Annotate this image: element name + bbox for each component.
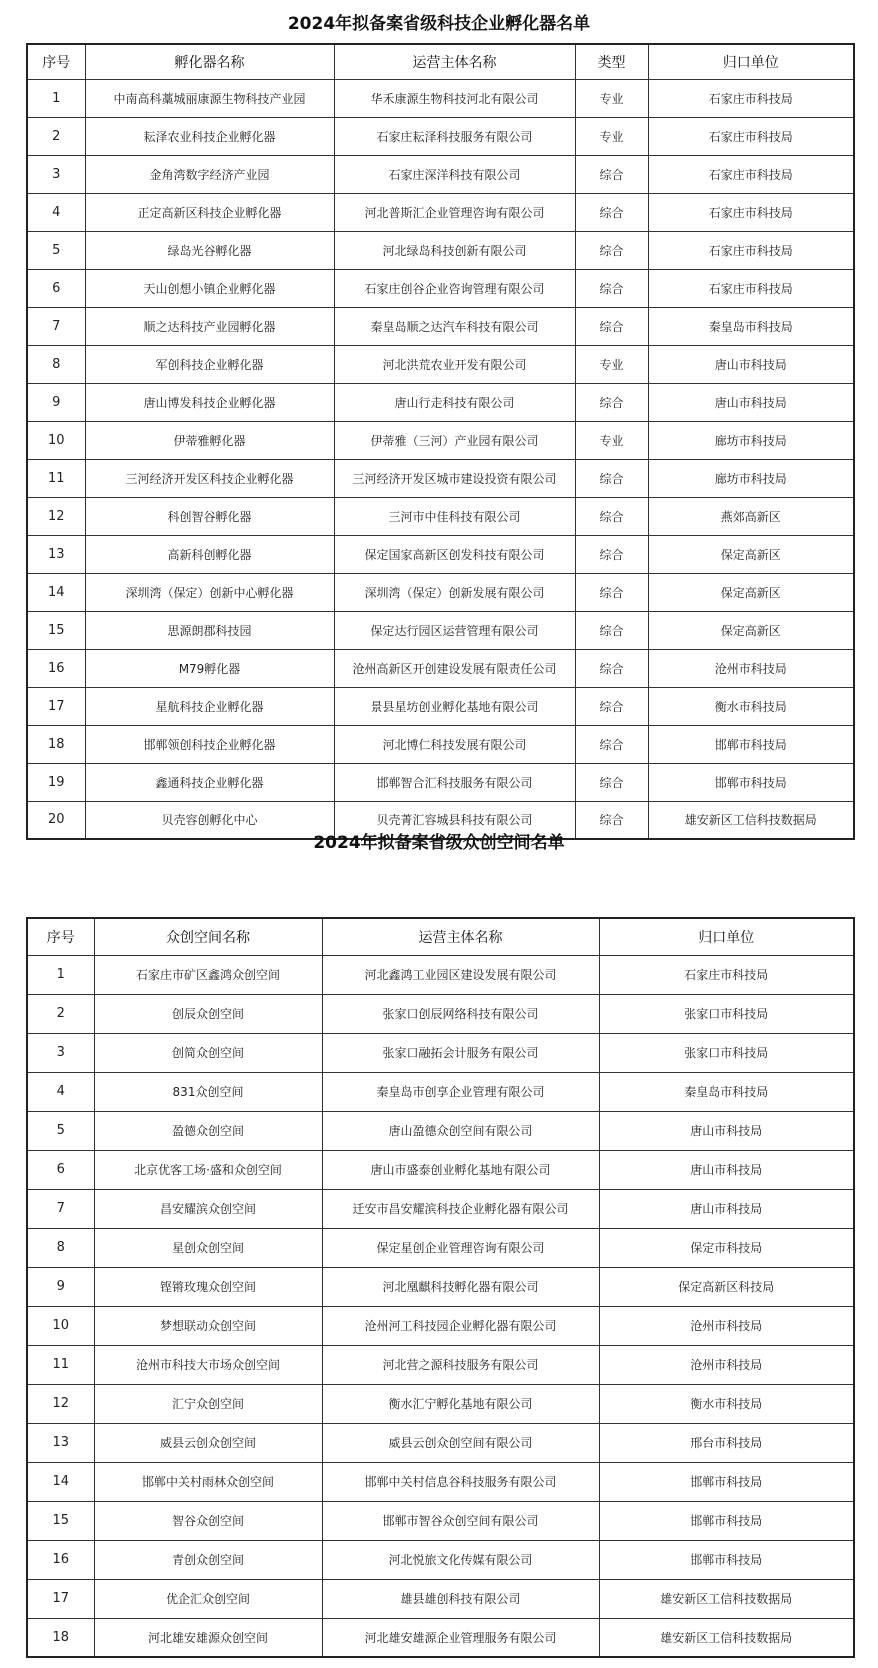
type-cell: 综合 [575, 611, 648, 649]
incubator-header-row [27, 44, 854, 79]
incubator-name-cell: 高新科创孵化器 [85, 535, 334, 573]
incubator-name-cell: 唐山博发科技企业孵化器 [85, 383, 334, 421]
incubator-name-cell: 三河经济开发区科技企业孵化器 [85, 459, 334, 497]
operator-name-cell: 石家庄耘泽科技服务有限公司 [334, 117, 575, 155]
incubator-list-title: 2024年拟备案省级科技企业孵化器名单 [287, 14, 591, 34]
index-cell: 11 [27, 1345, 94, 1384]
operator-name-cell: 三河经济开发区城市建设投资有限公司 [334, 459, 575, 497]
supervising-unit-cell: 沧州市科技局 [599, 1345, 854, 1384]
operator-name-cell: 雄县雄创科技有限公司 [322, 1579, 599, 1618]
supervising-unit-cell: 秦皇岛市科技局 [599, 1072, 854, 1111]
index-cell: 4 [27, 1072, 94, 1111]
operator-name-cell: 沧州河工科技园企业孵化器有限公司 [322, 1306, 599, 1345]
table-row [27, 1462, 854, 1501]
index-cell: 13 [27, 1423, 94, 1462]
table-row [27, 269, 854, 307]
table-row [27, 725, 854, 763]
index-cell: 7 [27, 1189, 94, 1228]
table-row [27, 1345, 854, 1384]
type-cell: 综合 [575, 573, 648, 611]
table-row [27, 155, 854, 193]
space-name-cell: 梦想联动众创空间 [94, 1306, 322, 1345]
table-row [27, 1579, 854, 1618]
supervising-unit-cell: 保定高新区科技局 [599, 1267, 854, 1306]
supervising-unit-cell: 沧州市科技局 [648, 649, 854, 687]
index-cell: 12 [27, 497, 85, 535]
operator-name-cell: 保定国家高新区创发科技有限公司 [334, 535, 575, 573]
type-cell: 综合 [575, 383, 648, 421]
table-row [27, 117, 854, 155]
supervising-unit-cell: 唐山市科技局 [599, 1189, 854, 1228]
space-name-cell: 北京优客工场·盛和众创空间 [94, 1150, 322, 1189]
space-name-cell: 青创众创空间 [94, 1540, 322, 1579]
maker-space-header-row [27, 918, 854, 955]
index-cell: 16 [27, 649, 85, 687]
operator-name-cell: 河北博仁科技发展有限公司 [334, 725, 575, 763]
type-cell: 综合 [575, 801, 648, 839]
space-name-cell: 优企汇众创空间 [94, 1579, 322, 1618]
index-cell: 10 [27, 1306, 94, 1345]
space-name-cell: 石家庄市矿区鑫鸿众创空间 [94, 955, 322, 994]
supervising-unit-cell: 石家庄市科技局 [648, 79, 854, 117]
incubator-name-cell: 顺之达科技产业园孵化器 [85, 307, 334, 345]
operator-name-cell: 邯郸市智谷众创空间有限公司 [322, 1501, 599, 1540]
operator-name-cell: 河北鑫鸿工业园区建设发展有限公司 [322, 955, 599, 994]
operator-name-cell: 保定星创企业管理咨询有限公司 [322, 1228, 599, 1267]
supervising-unit-cell: 衡水市科技局 [648, 687, 854, 725]
header-index: 序号 [27, 44, 85, 79]
table-row [27, 383, 854, 421]
supervising-unit-cell: 雄安新区工信科技数据局 [599, 1579, 854, 1618]
index-cell: 4 [27, 193, 85, 231]
supervising-unit-cell: 邯郸市科技局 [599, 1540, 854, 1579]
maker-space-list-title: 2024年拟备案省级众创空间名单 [313, 833, 565, 853]
table-row [27, 1618, 854, 1657]
supervising-unit-cell: 石家庄市科技局 [648, 269, 854, 307]
supervising-unit-cell: 邯郸市科技局 [648, 725, 854, 763]
index-cell: 2 [27, 994, 94, 1033]
index-cell: 3 [27, 155, 85, 193]
header-index: 序号 [27, 918, 94, 955]
table-row [27, 307, 854, 345]
type-cell: 综合 [575, 155, 648, 193]
type-cell: 综合 [575, 535, 648, 573]
index-cell: 9 [27, 1267, 94, 1306]
operator-name-cell: 三河市中佳科技有限公司 [334, 497, 575, 535]
operator-name-cell: 迁安市昌安耀滨科技企业孵化器有限公司 [322, 1189, 599, 1228]
supervising-unit-cell: 石家庄市科技局 [648, 155, 854, 193]
incubator-name-cell: 思源朗郡科技园 [85, 611, 334, 649]
supervising-unit-cell: 沧州市科技局 [599, 1306, 854, 1345]
index-cell: 9 [27, 383, 85, 421]
type-cell: 综合 [575, 649, 648, 687]
table-row [27, 1501, 854, 1540]
index-cell: 17 [27, 687, 85, 725]
operator-name-cell: 秦皇岛市创享企业管理有限公司 [322, 1072, 599, 1111]
type-cell: 综合 [575, 269, 648, 307]
supervising-unit-cell: 保定高新区 [648, 535, 854, 573]
table-row [27, 763, 854, 801]
table-row [27, 611, 854, 649]
header-space-name: 众创空间名称 [94, 918, 322, 955]
index-cell: 3 [27, 1033, 94, 1072]
supervising-unit-cell: 张家口市科技局 [599, 1033, 854, 1072]
incubator-name-cell: 金角湾数字经济产业园 [85, 155, 334, 193]
table-row [27, 1267, 854, 1306]
space-name-cell: 昌安耀滨众创空间 [94, 1189, 322, 1228]
table-row [27, 1111, 854, 1150]
space-name-cell: 汇宁众创空间 [94, 1384, 322, 1423]
header-incubator-name: 孵化器名称 [85, 44, 334, 79]
table-row [27, 1540, 854, 1579]
supervising-unit-cell: 唐山市科技局 [599, 1150, 854, 1189]
incubator-name-cell: 伊蒂雅孵化器 [85, 421, 334, 459]
table-row [27, 1033, 854, 1072]
space-name-cell: 威县云创众创空间 [94, 1423, 322, 1462]
type-cell: 综合 [575, 459, 648, 497]
index-cell: 1 [27, 955, 94, 994]
supervising-unit-cell: 邯郸市科技局 [599, 1462, 854, 1501]
index-cell: 6 [27, 269, 85, 307]
operator-name-cell: 秦皇岛顺之达汽车科技有限公司 [334, 307, 575, 345]
incubator-name-cell: 正定高新区科技企业孵化器 [85, 193, 334, 231]
table-row [27, 1228, 854, 1267]
supervising-unit-cell: 雄安新区工信科技数据局 [648, 801, 854, 839]
operator-name-cell: 贝壳菁汇容城县科技有限公司 [334, 801, 575, 839]
index-cell: 5 [27, 231, 85, 269]
type-cell: 专业 [575, 117, 648, 155]
table-row [27, 1306, 854, 1345]
operator-name-cell: 河北悦旅文化传媒有限公司 [322, 1540, 599, 1579]
space-name-cell: 邯郸中关村雨林众创空间 [94, 1462, 322, 1501]
header-operator-name: 运营主体名称 [334, 44, 575, 79]
supervising-unit-cell: 张家口市科技局 [599, 994, 854, 1033]
index-cell: 7 [27, 307, 85, 345]
index-cell: 1 [27, 79, 85, 117]
header-supervising-unit: 归口单位 [648, 44, 854, 79]
header-type: 类型 [575, 44, 648, 79]
supervising-unit-cell: 石家庄市科技局 [648, 193, 854, 231]
type-cell: 综合 [575, 193, 648, 231]
type-cell: 专业 [575, 421, 648, 459]
supervising-unit-cell: 燕郊高新区 [648, 497, 854, 535]
incubator-name-cell: M79孵化器 [85, 649, 334, 687]
table-row [27, 231, 854, 269]
type-cell: 专业 [575, 79, 648, 117]
supervising-unit-cell: 廊坊市科技局 [648, 421, 854, 459]
supervising-unit-cell: 唐山市科技局 [648, 345, 854, 383]
type-cell: 综合 [575, 725, 648, 763]
incubator-name-cell: 邯郸领创科技企业孵化器 [85, 725, 334, 763]
supervising-unit-cell: 邯郸市科技局 [648, 763, 854, 801]
table-row [27, 421, 854, 459]
type-cell: 专业 [575, 345, 648, 383]
supervising-unit-cell: 石家庄市科技局 [648, 231, 854, 269]
table-row [27, 687, 854, 725]
space-name-cell: 盈德众创空间 [94, 1111, 322, 1150]
operator-name-cell: 华禾康源生物科技河北有限公司 [334, 79, 575, 117]
operator-name-cell: 河北雄安雄源企业管理服务有限公司 [322, 1618, 599, 1657]
incubator-name-cell: 科创智谷孵化器 [85, 497, 334, 535]
table-row [27, 497, 854, 535]
index-cell: 13 [27, 535, 85, 573]
index-cell: 14 [27, 573, 85, 611]
operator-name-cell: 邯郸中关村信息谷科技服务有限公司 [322, 1462, 599, 1501]
supervising-unit-cell: 邯郸市科技局 [599, 1501, 854, 1540]
operator-name-cell: 河北绿岛科技创新有限公司 [334, 231, 575, 269]
operator-name-cell: 伊蒂雅（三河）产业园有限公司 [334, 421, 575, 459]
index-cell: 18 [27, 1618, 94, 1657]
table-row [27, 79, 854, 117]
index-cell: 17 [27, 1579, 94, 1618]
operator-name-cell: 唐山市盛泰创业孵化基地有限公司 [322, 1150, 599, 1189]
index-cell: 20 [27, 801, 85, 839]
index-cell: 10 [27, 421, 85, 459]
incubator-name-cell: 中南高科藁城丽康源生物科技产业园 [85, 79, 334, 117]
incubator-name-cell: 鑫通科技企业孵化器 [85, 763, 334, 801]
operator-name-cell: 河北凰麒科技孵化器有限公司 [322, 1267, 599, 1306]
table-row [27, 1423, 854, 1462]
operator-name-cell: 河北洪荒农业开发有限公司 [334, 345, 575, 383]
table-row [27, 573, 854, 611]
operator-name-cell: 唐山行走科技有限公司 [334, 383, 575, 421]
supervising-unit-cell: 保定高新区 [648, 573, 854, 611]
index-cell: 2 [27, 117, 85, 155]
type-cell: 综合 [575, 231, 648, 269]
space-name-cell: 星创众创空间 [94, 1228, 322, 1267]
table-row [27, 459, 854, 497]
type-cell: 综合 [575, 307, 648, 345]
header-supervising-unit: 归口单位 [599, 918, 854, 955]
operator-name-cell: 石家庄深洋科技有限公司 [334, 155, 575, 193]
index-cell: 12 [27, 1384, 94, 1423]
table-row [27, 1189, 854, 1228]
incubator-name-cell: 军创科技企业孵化器 [85, 345, 334, 383]
table-row [27, 345, 854, 383]
header-operator-name: 运营主体名称 [322, 918, 599, 955]
type-cell: 综合 [575, 497, 648, 535]
operator-name-cell: 张家口创辰网络科技有限公司 [322, 994, 599, 1033]
operator-name-cell: 景县星坊创业孵化基地有限公司 [334, 687, 575, 725]
space-name-cell: 831众创空间 [94, 1072, 322, 1111]
index-cell: 6 [27, 1150, 94, 1189]
operator-name-cell: 威县云创众创空间有限公司 [322, 1423, 599, 1462]
supervising-unit-cell: 石家庄市科技局 [648, 117, 854, 155]
supervising-unit-cell: 秦皇岛市科技局 [648, 307, 854, 345]
supervising-unit-cell: 石家庄市科技局 [599, 955, 854, 994]
incubator-name-cell: 贝壳容创孵化中心 [85, 801, 334, 839]
index-cell: 5 [27, 1111, 94, 1150]
operator-name-cell: 唐山盈德众创空间有限公司 [322, 1111, 599, 1150]
index-cell: 8 [27, 1228, 94, 1267]
index-cell: 19 [27, 763, 85, 801]
table-row [27, 193, 854, 231]
incubator-name-cell: 耘泽农业科技企业孵化器 [85, 117, 334, 155]
operator-name-cell: 石家庄创谷企业咨询管理有限公司 [334, 269, 575, 307]
index-cell: 16 [27, 1540, 94, 1579]
table-row [27, 649, 854, 687]
index-cell: 14 [27, 1462, 94, 1501]
table-row [27, 1384, 854, 1423]
index-cell: 11 [27, 459, 85, 497]
incubator-name-cell: 天山创想小镇企业孵化器 [85, 269, 334, 307]
incubator-name-cell: 星航科技企业孵化器 [85, 687, 334, 725]
type-cell: 综合 [575, 763, 648, 801]
operator-name-cell: 张家口融拓会计服务有限公司 [322, 1033, 599, 1072]
incubator-name-cell: 深圳湾（保定）创新中心孵化器 [85, 573, 334, 611]
incubator-table [26, 43, 855, 840]
operator-name-cell: 深圳湾（保定）创新发展有限公司 [334, 573, 575, 611]
incubator-name-cell: 绿岛光谷孵化器 [85, 231, 334, 269]
operator-name-cell: 保定达行园区运营管理有限公司 [334, 611, 575, 649]
operator-name-cell: 河北普斯汇企业管理咨询有限公司 [334, 193, 575, 231]
supervising-unit-cell: 保定高新区 [648, 611, 854, 649]
index-cell: 15 [27, 1501, 94, 1540]
table-row [27, 1072, 854, 1111]
space-name-cell: 创简众创空间 [94, 1033, 322, 1072]
supervising-unit-cell: 廊坊市科技局 [648, 459, 854, 497]
space-name-cell: 创辰众创空间 [94, 994, 322, 1033]
table-row [27, 955, 854, 994]
supervising-unit-cell: 衡水市科技局 [599, 1384, 854, 1423]
type-cell: 综合 [575, 687, 648, 725]
maker-space-table [26, 917, 855, 1658]
operator-name-cell: 沧州高新区开创建设发展有限责任公司 [334, 649, 575, 687]
space-name-cell: 铿锵玫瑰众创空间 [94, 1267, 322, 1306]
supervising-unit-cell: 保定市科技局 [599, 1228, 854, 1267]
table-row [27, 994, 854, 1033]
supervising-unit-cell: 邢台市科技局 [599, 1423, 854, 1462]
supervising-unit-cell: 雄安新区工信科技数据局 [599, 1618, 854, 1657]
index-cell: 8 [27, 345, 85, 383]
space-name-cell: 沧州市科技大市场众创空间 [94, 1345, 322, 1384]
space-name-cell: 智谷众创空间 [94, 1501, 322, 1540]
operator-name-cell: 邯郸智合汇科技服务有限公司 [334, 763, 575, 801]
supervising-unit-cell: 唐山市科技局 [648, 383, 854, 421]
table-row [27, 535, 854, 573]
supervising-unit-cell: 唐山市科技局 [599, 1111, 854, 1150]
space-name-cell: 河北雄安雄源众创空间 [94, 1618, 322, 1657]
operator-name-cell: 河北营之源科技服务有限公司 [322, 1345, 599, 1384]
operator-name-cell: 衡水汇宁孵化基地有限公司 [322, 1384, 599, 1423]
index-cell: 15 [27, 611, 85, 649]
table-row [27, 1150, 854, 1189]
index-cell: 18 [27, 725, 85, 763]
